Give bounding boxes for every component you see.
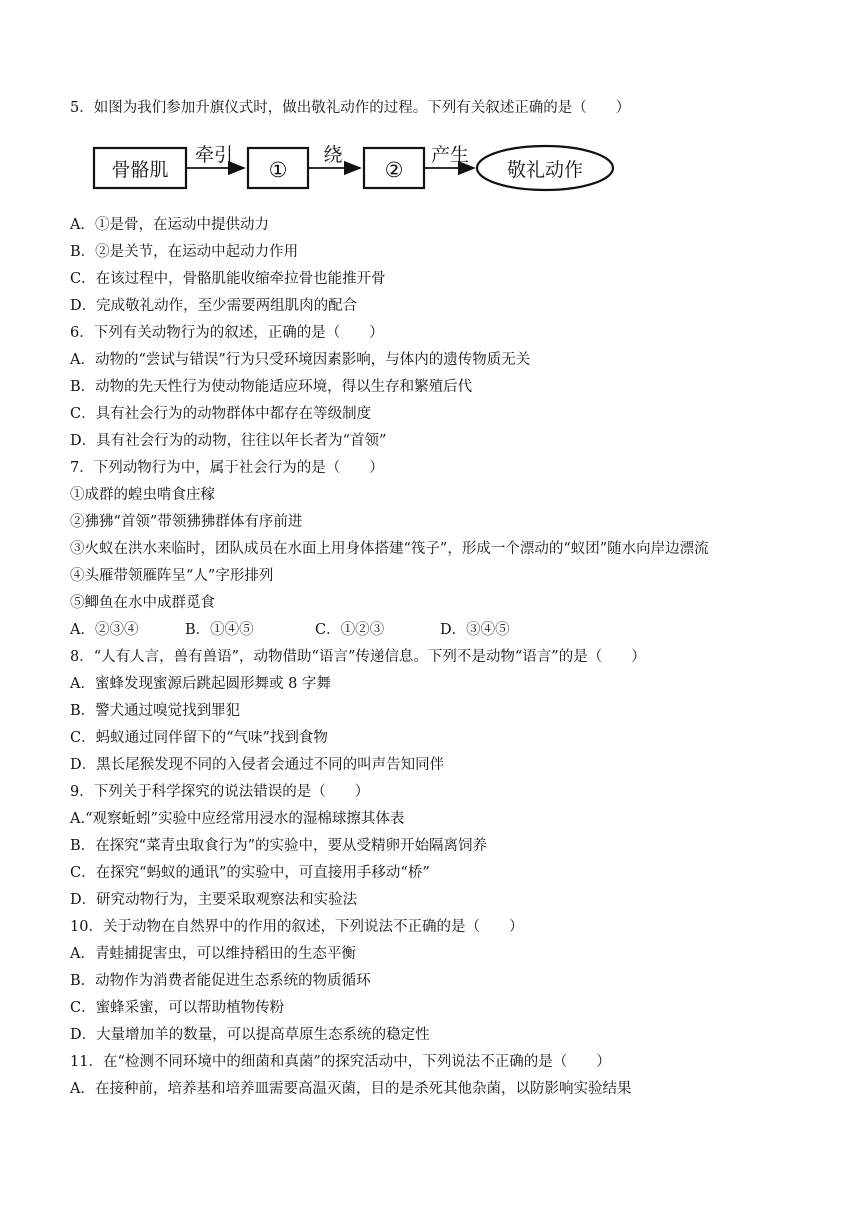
question-9-stem: 9．下列关于科学探究的说法错误的是（ ） <box>70 784 370 800</box>
muscle-movement-diagram <box>90 136 650 206</box>
skeletal-muscle-label: 骨骼肌 <box>111 159 169 181</box>
q5-option-d: D．完成敬礼动作，至少需要两组肌肉的配合 <box>70 298 358 314</box>
question-6-stem: 6．下列有关动物行为的叙述，正确的是（ ） <box>70 325 384 341</box>
salute-label: 敬礼动作 <box>506 159 584 181</box>
q8-option-d: D．黑长尾猴发现不同的入侵者会通过不同的叫声告知同伴 <box>70 757 445 773</box>
q6-option-c: C．具有社会行为的动物群体中都存在等级制度 <box>70 406 372 422</box>
around-label: 绕 <box>323 144 343 166</box>
q6-option-d: D．具有社会行为的动物，往往以年长者为“首领” <box>70 433 387 449</box>
q9-option-b: B．在探究“菜青虫取食行为”的实验中，要从受精卵开始隔离饲养 <box>70 838 487 854</box>
q7-item-3: ③火蚁在洪水来临时，团队成员在水面上用身体搭建“筏子”，形成一个漂动的“蚁团”随水向岸边漂流 <box>70 541 709 557</box>
q10-option-b: B．动物作为消费者能促进生态系统的物质循环 <box>70 973 371 989</box>
q7-option-b: B．①④⑤ <box>185 622 254 638</box>
q6-option-a: A．动物的“尝试与错误”行为只受环境因素影响，与体内的遗传物质无关 <box>70 352 531 368</box>
q10-option-d: D．大量增加羊的数量，可以提高草原生态系统的稳定性 <box>70 1027 430 1043</box>
question-5-stem: 5．如图为我们参加升旗仪式时，做出敬礼动作的过程。下列有关叙述正确的是（ ） <box>70 100 631 116</box>
q9-option-d: D．研究动物行为，主要采取观察法和实验法 <box>70 892 358 908</box>
bone-marker: ① <box>268 158 288 182</box>
q7-item-4: ④头雁带领雁阵呈“人”字形排列 <box>70 568 274 584</box>
question-7-stem: 7．下列动物行为中，属于社会行为的是（ ） <box>70 460 384 476</box>
q10-option-c: C．蜜蜂采蜜，可以帮助植物传粉 <box>70 1000 285 1016</box>
q5-option-a: A．①是骨，在运动中提供动力 <box>70 217 269 233</box>
q8-option-c: C．蚂蚁通过同伴留下的“气味”找到食物 <box>70 730 328 746</box>
q9-option-a: A.“观察蚯蚓”实验中应经常用浸水的湿棉球擦其体表 <box>70 811 405 827</box>
question-10-stem: 10．关于动物在自然界中的作用的叙述，下列说法不正确的是（ ） <box>70 919 524 935</box>
produce-label: 产生 <box>430 144 470 166</box>
q5-option-b: B．②是关节，在运动中起动力作用 <box>70 244 299 260</box>
q9-option-c: C．在探究“蚂蚁的通讯”的实验中，可直接用手移动“桥” <box>70 865 430 881</box>
q7-option-c: C．①②③ <box>315 622 385 638</box>
q7-item-5: ⑤鲫鱼在水中成群觅食 <box>70 595 215 611</box>
q7-option-a: A．②③④ <box>70 622 139 638</box>
pull-label: 牵引 <box>194 144 234 166</box>
q11-option-a: A．在接种前，培养基和培养皿需要高温灭菌，目的是杀死其他杂菌，以防影响实验结果 <box>70 1081 632 1097</box>
q7-option-d: D．③④⑤ <box>440 622 510 638</box>
question-8-stem: 8．“人有人言，兽有兽语”，动物借助“语言”传递信息。下列不是动物“语言”的是（ ） <box>70 649 646 665</box>
q7-options-row <box>70 620 510 640</box>
question-11-stem: 11．在“检测不同环境中的细菌和真菌”的探究活动中，下列说法不正确的是（ ） <box>70 1054 611 1070</box>
q5-option-c: C．在该过程中，骨骼肌能收缩牵拉骨也能推开骨 <box>70 271 386 287</box>
q7-item-1: ①成群的蝗虫啃食庄稼 <box>70 487 215 503</box>
q8-option-b: B．警犬通过嗅觉找到罪犯 <box>70 703 241 719</box>
q8-option-a: A．蜜蜂发现蜜源后跳起圆形舞或 8 字舞 <box>70 676 331 692</box>
q6-option-b: B．动物的先天性行为使动物能适应环境，得以生存和繁殖后代 <box>70 379 473 395</box>
q10-option-a: A．青蛙捕捉害虫，可以维持稻田的生态平衡 <box>70 946 356 962</box>
joint-marker: ② <box>384 158 404 182</box>
q7-item-2: ②狒狒“首领”带领狒狒群体有序前进 <box>70 514 303 530</box>
